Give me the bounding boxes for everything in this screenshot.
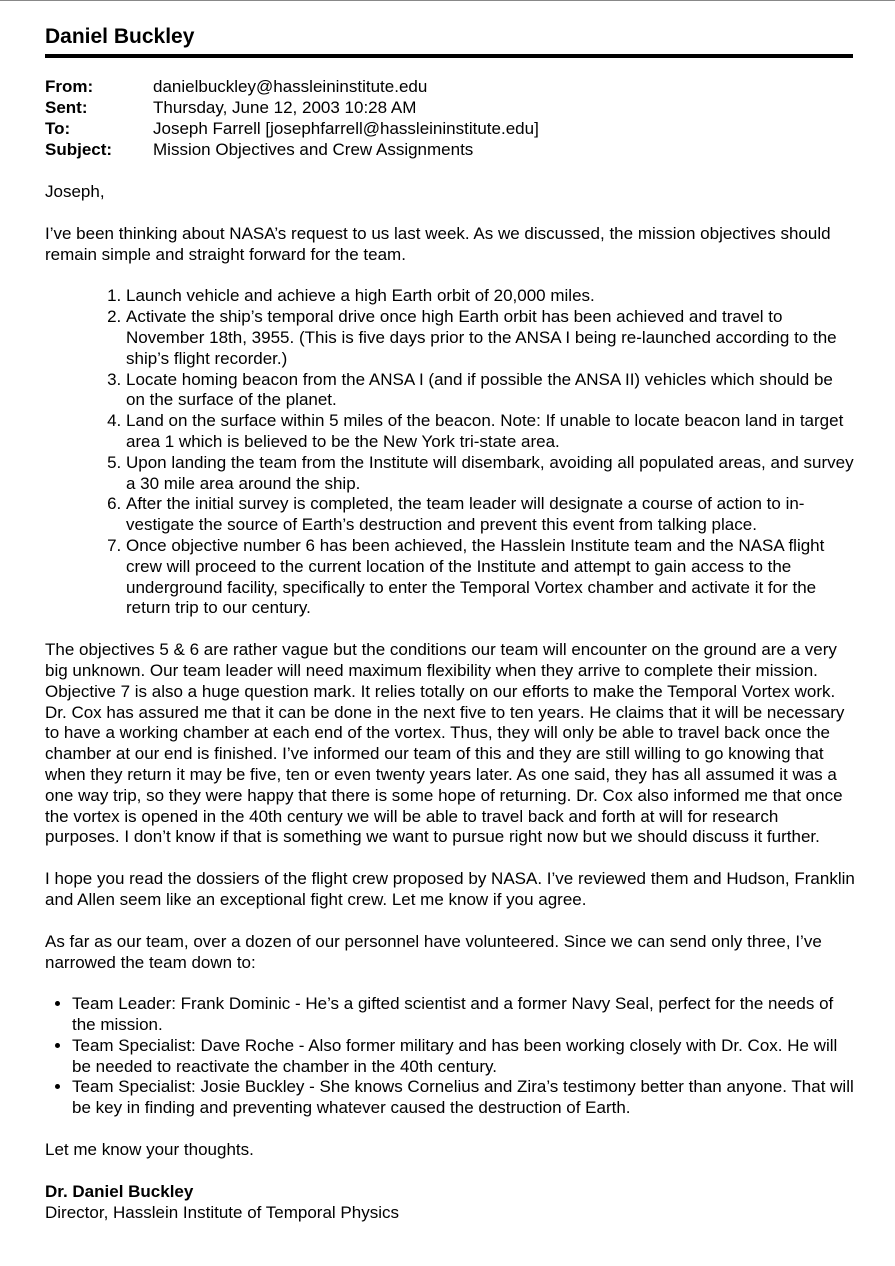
intro-paragraph: I’ve been thinking about NASA’s request to us last week. As we discussed, the mission objectives should remain simple and straight forward for the team. [45,223,831,264]
from-label: From: [45,77,94,96]
objective-item: 2. Activate the ship’s temporal drive once high Earth orbit has been achieved and travel to November 18th, 3955. (This is five days prior to the ANSA I being re-launched according to the ship’s flight recorder.) [126,307,855,369]
team-member-item: • Team Specialist: Josie Buckley - She knows Cornelius and Zira’s testimony better than anyone. That will be key in finding and preventing whatever caused the destruction of Earth. [72,1077,855,1119]
top-border-line [0,0,895,1]
greeting: Joseph, [45,182,105,201]
objective-item: 1. Launch vehicle and achieve a high Earth orbit of 20,000 miles. [126,286,855,307]
to-value: Joseph Farrell [josephfarrell@hassleininstitute.edu] [153,119,539,138]
header-divider [45,54,853,58]
objective-item: 6. After the initial survey is completed, the team leader will designate a course of action to in-vestigate the source of Earth’s destruction and prevent this event from talking place. [126,494,855,536]
to-row [45,118,855,139]
from-row [45,76,855,97]
team-member-item: • Team Specialist: Dave Roche - Also former military and has been working closely with Dr. Cox. He will be needed to reactivate the chamber in the 40th century. [72,1036,855,1078]
objective-item: 4. Land on the surface within 5 miles of the beacon. Note: If unable to locate beacon land in target area 1 which is believed to be the New York tri-state area. [126,411,855,453]
email-header [45,76,855,160]
subject-value: Mission Objectives and Crew Assignments [153,140,474,159]
dossiers-paragraph: I hope you read the dossiers of the flight crew proposed by NASA. I’ve reviewed them and Hudson, Franklin and Allen seem like an exceptional fight crew. Let me know if you agree. [45,869,855,909]
to-label: To: [45,119,71,138]
team-list [45,994,855,1119]
signature-title: Director, Hasslein Institute of Temporal Physics [45,1202,399,1222]
email-printout [45,22,855,1223]
objective-item: 5. Upon landing the team from the Institute will disembark, avoiding all populated areas, and survey a 30 mile area around the ship. [126,453,855,495]
sent-value: Thursday, June 12, 2003 10:28 AM [153,98,417,117]
subject-row [45,139,855,160]
objective-item: 7. Once objective number 6 has been achieved, the Hasslein Institute team and the NASA flight crew will proceed to the current location of the Institute and attempt to gain access to the underground facility, specifically to enter the Temporal Vortex chamber and activate it for the return trip to our century. [126,536,855,619]
sent-row [45,97,855,118]
sender-name-heading: Daniel Buckley [45,25,195,48]
objective-item: 3. Locate homing beacon from the ANSA I (and if possible the ANSA II) vehicles which should be on the surface of the planet. [126,370,855,412]
closing-line: Let me know your thoughts. [45,1140,254,1160]
from-value: danielbuckley@hassleininstitute.edu [153,77,428,96]
signature-name: Dr. Daniel Buckley [45,1181,194,1201]
email-body [45,182,855,1223]
subject-label: Subject: [45,140,113,159]
team-member-item: • Team Leader: Frank Dominic - He’s a gifted scientist and a former Navy Seal, perfect for the needs of the mission. [72,994,855,1036]
sent-label: Sent: [45,98,88,117]
objectives-list [45,286,855,619]
objectives-note-paragraph: The objectives 5 & 6 are rather vague but the conditions our team will encounter on the ground are a very big unknown. Our team leader will need maximum flexibility when they arrive to complete their mission. Objective 7 is also a huge question mark. It relies totally on our efforts to make the Temporal Vortex work. Dr. Cox has assured me that it can be done in the next five to ten years. He claims that it will be necessary to have a working chamber at each end of the vortex. Thus, they will only be able to travel back once the chamber at our end is finished. I’ve informed our team of this and they are still willing to go knowing that when they return it may be five, ten or even twenty years later. As one said, they has all assumed it was a one way trip, so they were happy that there is some hope of returning. Dr. Cox also informed me that once the vortex is opened in the 40th century we will be able to travel back and forth at will for research purposes. I don’t know if that is something we want to pursue right now but we should discuss it further. [45,640,845,847]
team-intro-paragraph: As far as our team, over a dozen of our personnel have volunteered. Since we can send only three, I’ve narrowed the team down to: [45,931,822,972]
